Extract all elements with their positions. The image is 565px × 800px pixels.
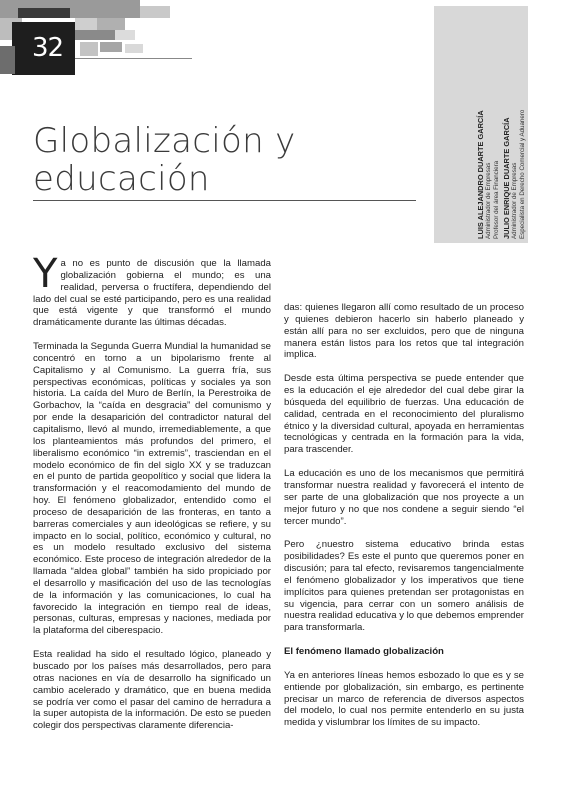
title-rule — [33, 200, 416, 201]
paragraph: Pero ¿nuestro sistema educativo brinda estas posibilidades? Es este el punto que queremos poner en discusión; para tal efecto, revisaremos tangencialmente el fenómeno globalizador y los imperativos que tiene implícitos para quienes pretendan ser protagonistas en su vigencia, para cerrar con un somero análisis de nuestra realidad educativa y lo que debemos emprender para transformarla. — [284, 539, 524, 634]
left-column — [33, 251, 271, 744]
author-role: Administrador de Empresas — [511, 162, 518, 239]
header-mosaic-decoration — [0, 0, 200, 75]
author-role: Administrador de Empresas — [485, 162, 492, 239]
header-rule — [75, 58, 192, 59]
paragraph-intro — [33, 251, 271, 329]
paragraph: Terminada la Segunda Guerra Mundial la humanidad se concentró en torno a un bipolarismo frente al Capitalismo y al Comunismo. La guerra fría, sus perspectivas económicas, políticas y sociales ya son historia. La caída del Muro de Berlín, la Perestroika de Gorbachov, la “caída en desgracia” del comunismo y por ende la desaparición del contradictor natural del capitalismo, llevó al mundo, irremediablemente, a que los planteamientos más profundos del primero, el liberalismo económico “in extremis”, trasciendan en el modelo económico de fin del siglo XX y se traduzcan en el punto de partida geopolítico y social que lidera la transformación y el reacomodamiento del mundo de hoy. El fenómeno globalizador, entendido como el proceso de desaparición de las fronteras, en tanto a barreras comerciales y aun ideológicas se refiere, y su impacto en lo social, político, económico y cultural, no es un modelo resultado exclusivo del sistema económico. Este proceso de integración alrededor de la llamada “aldea global” también ha sido propiciado por el desarrollo y masificación del uso de las tecnologías de la información y las comunicaciones, lo cual ha favorecido la integración en tiempo real de ideas, personas, culturas, empresas y naciones, mediada por la plataforma del ciberespacio. — [33, 341, 271, 637]
section-subheading: El fenómeno llamado globalización — [284, 646, 444, 658]
author-name: LUIS ALEJANDRO DUARTE GARCÍA — [476, 110, 485, 239]
right-column — [284, 302, 524, 741]
author-block — [434, 6, 528, 243]
article-title — [33, 122, 413, 198]
author-2 — [502, 9, 526, 239]
title-line-2: educación — [33, 159, 210, 199]
paragraph-text: a no es punto de discusión que la llamada globalización gobierna el mundo; es una realidad, perversa o fructífera, dependiendo del lado del cual se esté participando, pero es una realidad que está vigente y que transformó el mundo dramáticamente durante las últimas décadas. — [33, 258, 271, 329]
paragraph: Esta realidad ha sido el resultado lógico, planeado y buscado por los países más desarrollados, pero para otras naciones en vía de desarrollo ha significado un cambio acelerado y dramático, que en buena medida se podría ver como el pasar del camino de herradura a la super autopista de la información. De esto se pueden colegir dos perspectivas claramente diferencia- — [33, 649, 271, 732]
paragraph: Ya en anteriores líneas hemos esbozado lo que es y se entiende por globalización, sin embargo, es pertinente precisar un marco de referencia de diversos aspectos del modelo, lo cual nos permite entenderlo en su justa medida y vislumbrar los límites de su impacto. — [284, 669, 524, 729]
author-1 — [476, 9, 500, 239]
author-name: JULIO ENRIQUE DUARTE GARCÍA — [502, 117, 511, 239]
page-number: 32 — [32, 33, 64, 63]
author-role: Profesor del área Financiera — [492, 160, 500, 239]
paragraph: La educación es uno de los mecanismos que permitirá transformar nuestra realidad y favorecerá el intento de ser parte de una globalización que nos proyecte a un mejor futuro y no que nos condene a seguir siendo “el tercer mundo”. — [284, 468, 524, 527]
drop-cap: Y — [33, 251, 58, 297]
author-role: Especialista en Derecho Comercial y Aduanero — [518, 109, 526, 239]
author-box — [434, 6, 528, 243]
paragraph: Desde esta última perspectiva se puede entender que es la educación el eje alrededor del cual debe girar la búsqueda del equilibrio de fuerzas. Una educación de calidad, centrada en el reconocimiento del pluralismo étnico y la diversidad cultural, apoyada en herramientas tecnológicas y centrada en la formación para la vida, para trascender. — [284, 373, 524, 456]
paragraph: das: quienes llegaron allí como resultado de un proceso y quienes debieron hacerlo sin haberlo planeado y están allí para no ser excluidos, pero que de ninguna manera están listos para los retos que tal integración implica. — [284, 302, 524, 361]
title-line-1: Globalización y — [33, 121, 296, 161]
